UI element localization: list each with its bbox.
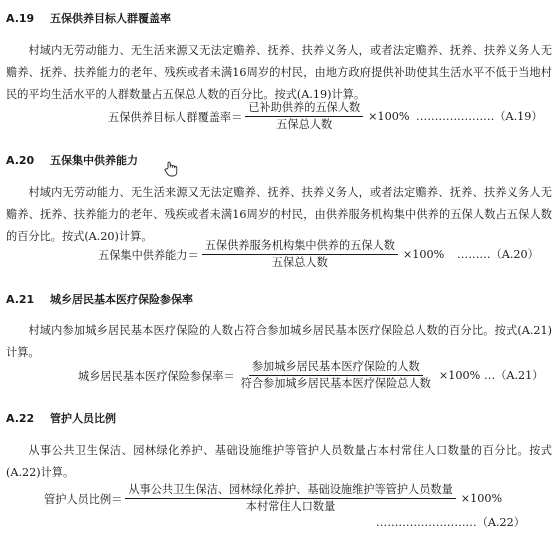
equation-tag: ………（A.20） xyxy=(457,248,539,261)
section-paragraph: 村域内无劳动能力、无生活来源又无法定赡养、抚养、扶养义务人，或者法定赡养、抚养、扶养义务人无赡养、抚养、扶养能力的老年、残疾或者未满16周岁的村民，由供养服务机构集中供养的五保人数占五保人数的百分比。按式(A.20)计算。 xyxy=(6,186,552,243)
section-heading: 管护人员比例 xyxy=(50,412,116,425)
denominator: 五保总人数 xyxy=(271,256,328,269)
numerator: 从事公共卫生保洁、园林绿化养护、基础设施维护等管护人员数量 xyxy=(125,483,455,499)
section-number: A.22 xyxy=(6,412,35,425)
multiplier: ×100% xyxy=(460,492,503,505)
multiplier: ×100% xyxy=(368,110,410,123)
denominator: 五保总人数 xyxy=(276,118,333,131)
section-title-a22 xyxy=(6,410,116,426)
section-title-a19 xyxy=(6,10,171,26)
formula-lhs: 五保供养目标人群覆盖率＝ xyxy=(108,110,243,124)
hand-pointer-icon xyxy=(164,161,178,181)
formula-a19 xyxy=(108,101,410,132)
formula-a22 xyxy=(44,483,502,514)
section-paragraph: 从事公共卫生保洁、园林绿化养护、基础设施维护等管护人员数量占本村常住人口数量的百分比。按式(A.22)计算。 xyxy=(6,444,552,479)
section-number: A.20 xyxy=(6,154,35,167)
equation-tag: …………………（A.19） xyxy=(416,110,543,123)
section-paragraph: 村域内无劳动能力、无生活来源又无法定赡养、抚养、扶养义务人，或者法定赡养、抚养、扶养义务人无赡养、抚养、扶养能力的老年、残疾或者未满16周岁的村民，由地方政府提供补助使其生活水平不低于当地村民的平均生活水平的人群数量占五保总人数的百分比。按式(A.19)计算。 xyxy=(6,44,552,101)
numerator: 已补助供养的五保人数 xyxy=(245,101,363,117)
section-number: A.21 xyxy=(6,293,35,306)
denominator: 本村常住人口数量 xyxy=(245,500,336,513)
equation-tag: …（A.21） xyxy=(484,369,544,382)
formula-lhs: 五保集中供养能力＝ xyxy=(98,248,199,262)
section-heading: 五保供养目标人群覆盖率 xyxy=(50,12,171,25)
formula-lhs: 城乡居民基本医疗保险参保率＝ xyxy=(78,369,235,383)
equation-tag: ………………………（A.22） xyxy=(376,516,525,529)
multiplier: ×100% xyxy=(438,369,481,382)
section-heading: 五保集中供养能力 xyxy=(50,154,138,167)
numerator: 参加城乡居民基本医疗保险的人数 xyxy=(249,360,423,376)
fraction xyxy=(202,239,398,270)
denominator: 符合参加城乡居民基本医疗保险总人数 xyxy=(240,377,431,390)
section-title-a21 xyxy=(6,291,193,307)
formula-a20 xyxy=(98,239,444,270)
section-title-a20 xyxy=(6,152,138,168)
multiplier: ×100% xyxy=(402,248,445,261)
fraction xyxy=(125,483,455,514)
section-heading: 城乡居民基本医疗保险参保率 xyxy=(50,293,193,306)
fraction xyxy=(238,360,434,391)
formula-a21 xyxy=(78,360,480,391)
fraction xyxy=(245,101,363,132)
numerator: 五保供养服务机构集中供养的五保人数 xyxy=(202,239,398,255)
section-number: A.19 xyxy=(6,12,35,25)
formula-lhs: 管护人员比例＝ xyxy=(44,492,123,506)
section-paragraph: 村域内参加城乡居民基本医疗保险的人数占符合参加城乡居民基本医疗保险总人数的百分比。按式(A.21)计算。 xyxy=(6,324,552,359)
